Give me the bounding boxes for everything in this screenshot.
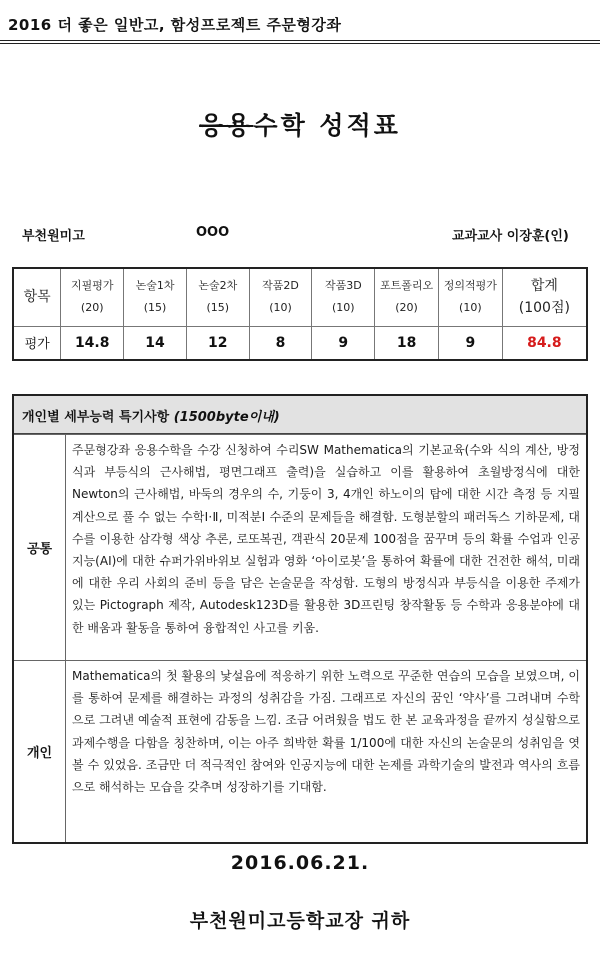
common-label: 공통 bbox=[14, 435, 66, 660]
detail-section bbox=[12, 394, 588, 844]
column-total: 합계 (100점) bbox=[502, 268, 587, 326]
score-cell: 18 bbox=[375, 326, 439, 360]
student-name: OOO bbox=[196, 225, 230, 240]
score-cell: 8 bbox=[249, 326, 312, 360]
detail-row-common bbox=[14, 434, 586, 660]
column-portfolio: 포트폴리오 (20) bbox=[375, 268, 439, 326]
individual-label: 개인 bbox=[14, 661, 66, 842]
school-name: 부천원미고 bbox=[22, 229, 85, 244]
score-cell: 14 bbox=[124, 326, 187, 360]
column-work-2d: 작품2D (10) bbox=[249, 268, 312, 326]
score-cell: 12 bbox=[186, 326, 249, 360]
total-score-cell: 84.8 bbox=[502, 326, 587, 360]
document-title-rest: 수학 성적표 bbox=[253, 111, 401, 140]
document-title-struck: 응용 bbox=[199, 111, 254, 140]
score-cell: 14.8 bbox=[61, 326, 124, 360]
score-value-row bbox=[13, 326, 587, 360]
detail-heading bbox=[14, 396, 586, 434]
header-label: 항목 bbox=[13, 268, 61, 326]
column-affective: 정의적평가 (10) bbox=[438, 268, 502, 326]
detail-heading-text: 개인별 세부능력 특기사항 bbox=[22, 410, 170, 425]
document-title bbox=[0, 106, 600, 142]
detail-heading-note: (1500byte이내) bbox=[173, 410, 280, 425]
column-essay-1: 논술1차 (15) bbox=[124, 268, 187, 326]
score-table bbox=[12, 267, 588, 361]
column-essay-2: 논술2차 (15) bbox=[186, 268, 249, 326]
score-cell: 9 bbox=[312, 326, 375, 360]
common-text: 주문형강좌 응용수학을 수강 신청하여 수리SW Mathematica의 기본교육(수와 식의 계산, 방정식과 부등식의 근사해법, 평면그래프 출력)을 실습하고 이를 활용하여 초월방정식에 대한 Newton의 근사해법, 바둑의 경우의 수, 기둥이 3, 4개인 하노이의 탑에 대한 시간 측정 등 지필계산으로 풀 수 없는 수학Ⅰ·Ⅱ, 미적분Ⅰ 수준의 문제들을 해결함. 도형분할의 패러독스 기하문제, 대수를 이용한 삼각형 색상 추론, 로또복권, 객관식 20문제 100점을 꿈꾸며 등의 확률 수업과 인공지능(AI)에 대한 슈퍼가위바위보 실험과 영화 ‘아이로봇’을 통하여 확률에 대한 건전한 해석, 미래에 대한 우리 사회의 준비 등을 담은 논술문을 작성함. 도형의 방정식과 부등식을 이용한 주제가 있는 Pictograph 제작, Autodesk123D를 활용한 3D프린팅 창작활동 등 수학과 응용분야에 대한 배움과 활동을 통하여 융합적인 사고를 키움. bbox=[72, 443, 580, 635]
teacher-name: 교과교사 이장훈(인) bbox=[452, 229, 569, 244]
score-header-row bbox=[13, 268, 587, 326]
value-label: 평가 bbox=[13, 326, 61, 360]
column-work-3d: 작품3D (10) bbox=[312, 268, 375, 326]
issue-date: 2016.06.21. bbox=[230, 852, 370, 874]
header-divider bbox=[0, 40, 600, 44]
header-title: 2016 더 좋은 일반고, 함성프로젝트 주문형강좌 bbox=[8, 16, 342, 34]
detail-row-individual bbox=[14, 660, 586, 842]
principal-line: 부천원미고등학교장 귀하 bbox=[189, 910, 411, 932]
score-cell: 9 bbox=[438, 326, 502, 360]
column-written-exam: 지필평가 (20) bbox=[61, 268, 124, 326]
individual-text: Mathematica의 첫 활용의 낯설음에 적응하기 위한 노력으로 꾸준한 연습의 모습을 보였으며, 이를 통하여 문제를 해결하는 과정의 성취감을 가짐. 그래프로 자신의 꿈인 ‘약사’를 그려내며 수학으로 그려낸 예술적 표현에 감동을 느낌. 조금 어려웠을 법도 한 본 교육과정을 끝까지 성실함으로 과제수행을 다함을 칭찬하며, 이는 아주 희박한 확률 1/100에 대한 자신의 논술문의 성취임을 엿볼 수 있었음. 조금만 더 적극적인 참여와 인공지능에 대한 논제를 과학기술의 발전과 역사의 흐름으로 해석하는 모습을 갖추며 성장하기를 기대함. bbox=[72, 669, 580, 795]
